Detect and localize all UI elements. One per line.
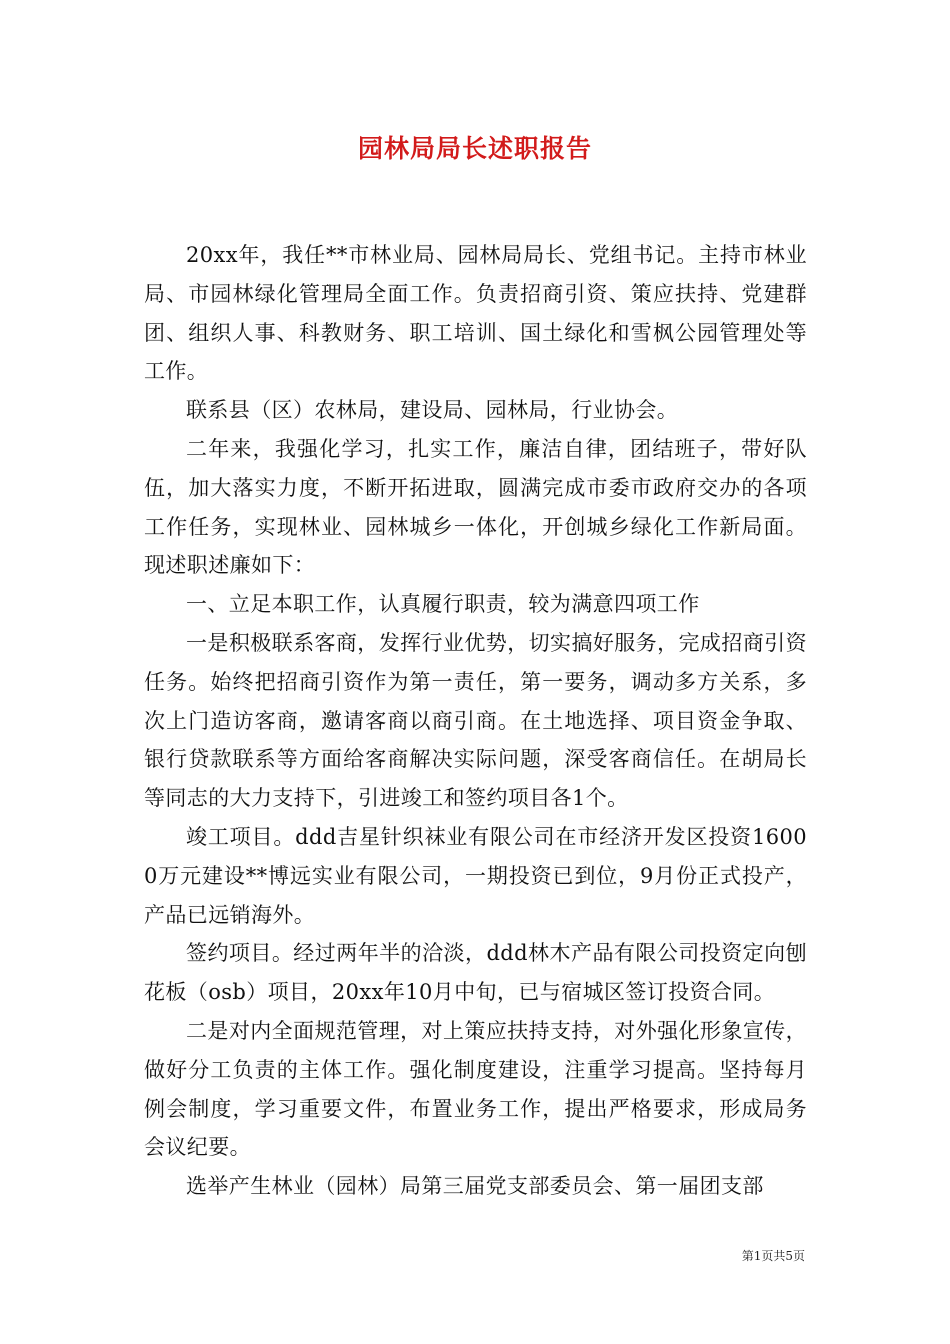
paragraph: 二是对内全面规范管理，对上策应扶持支持，对外强化形象宣传，做好分工负责的主体工作。强化制度建设，注重学习提高。坚持每月例会制度，学习重要文件，布置业务工作，提出严格要求，形成局务会议纪要。 (144, 1018, 807, 1160)
paragraph: 二年来，我强化学习，扎实工作，廉洁自律，团结班子，带好队伍，加大落实力度，不断开拓进取，圆满完成市委市政府交办的各项工作任务，实现林业、园林城乡一体化，开创城乡绿化工作新局面。现述职述廉如下： (144, 436, 807, 578)
paragraph: 签约项目。经过两年半的洽淡，ddd林木产品有限公司投资定向刨花板（osb）项目，20xx年10月中旬，已与宿城区签订投资合同。 (144, 941, 807, 1005)
page-number: 第1页共5页 (741, 1249, 805, 1263)
section-heading: 一、立足本职工作，认真履行职责，较为满意四项工作 (186, 592, 700, 617)
paragraph: 一是积极联系客商，发挥行业优势，切实搞好服务，完成招商引资任务。始终把招商引资作为第一责任，第一要务，调动多方关系，多次上门造访客商，邀请客商以商引商。在土地选择、项目资金争取、银行贷款联系等方面给客商解决实际问题，深受客商信任。在胡局长等同志的大力支持下，引进竣工和签约项目各1个。 (144, 630, 807, 811)
paragraph: 选举产生林业（园林）局第三届党支部委员会、第一届团支部 (186, 1174, 764, 1199)
paragraph: 联系县（区）农林局，建设局、园林局，行业协会。 (186, 398, 679, 423)
document-title: 园林局局长述职报告 (357, 134, 592, 163)
document-body (144, 236, 807, 1206)
paragraph: 竣工项目。ddd吉星针织袜业有限公司在市经济开发区投资16000万元建设**博远实业有限公司，一期投资已到位，9月份正式投产，产品已远销海外。 (144, 824, 807, 927)
paragraph: 20xx年，我任**市林业局、园林局局长、党组书记。主持市林业局、市园林绿化管理局全面工作。负责招商引资、策应扶持、党建群团、组织人事、科教财务、职工培训、国土绿化和雪枫公园管理处等工作。 (144, 243, 807, 384)
